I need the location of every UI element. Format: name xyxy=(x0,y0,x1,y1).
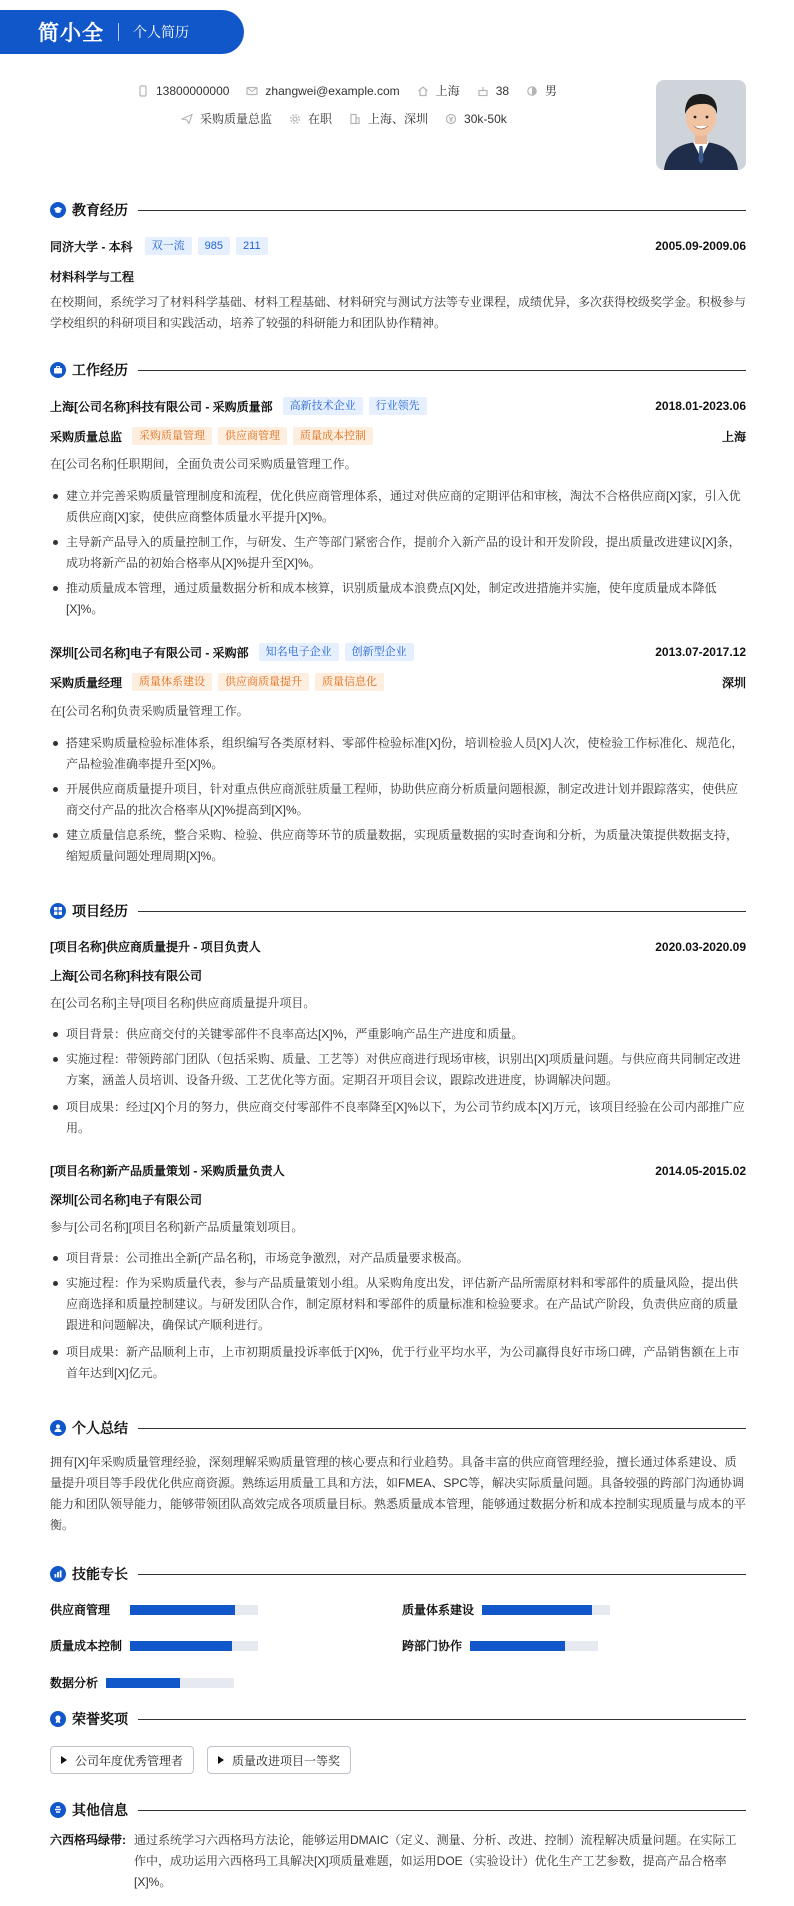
award-text: 公司年度优秀管理者 xyxy=(75,1753,184,1768)
work-bullet: 推动质量成本管理，通过质量数据分析和成本核算，识别质量成本浪费点[X]处，制定改进措施并实施，使年度质量成本降低[X]%。 xyxy=(50,578,746,620)
work-city: 深圳 xyxy=(721,675,746,690)
age-item xyxy=(476,84,509,98)
award-item xyxy=(50,1746,194,1774)
city-text: 上海 xyxy=(435,84,460,98)
resume-name: 简小全 xyxy=(38,22,104,45)
role-tag: 质量成本控制 xyxy=(293,427,373,445)
locations-text: 上海、深圳 xyxy=(368,112,429,126)
work-bullet: 建立质量信息系统，整合采购、检验、供应商等环节的质量数据，实现质量数据的实时查询和分析，为质量决策提供数据支持，缩短质量问题处理周期[X]%。 xyxy=(50,825,746,867)
work-date: 2018.01-2023.06 xyxy=(655,399,746,413)
gear-icon xyxy=(288,112,302,126)
age-text: 38 xyxy=(495,83,510,98)
project-intro: 参与[公司名称][项目名称]新产品质量策划项目。 xyxy=(50,1220,304,1234)
section-divider xyxy=(138,1810,746,1811)
work-header-row xyxy=(50,643,746,661)
phone-item xyxy=(136,84,229,98)
project-bullet: 实施过程：带领跨部门团队（包括采购、质量、工艺等）对供应商进行现场审核，识别出[X]项质量问题。与供应商共同制定改进方案，涵盖人员培训、设备升级、工艺优化等方面。定期召开项目会议，跟踪改进进度，协调解决问题。 xyxy=(50,1049,746,1091)
job-title: 采购质量总监 xyxy=(50,429,123,444)
work-intro: 在[公司名称]负责采购质量管理工作。 xyxy=(50,704,249,718)
skill-name: 数据分析 xyxy=(50,1676,99,1690)
project-header-row xyxy=(50,938,746,955)
company-tag: 创新型企业 xyxy=(345,643,414,661)
position-item xyxy=(180,110,272,127)
skill-bar-fill xyxy=(130,1605,235,1615)
play-icon xyxy=(61,1756,67,1764)
project-company: 深圳[公司名称]电子有限公司 xyxy=(50,1193,202,1207)
home-icon xyxy=(416,84,430,98)
role-tag: 供应商管理 xyxy=(218,427,287,445)
work-city: 上海 xyxy=(721,429,746,444)
award-text: 质量改进项目一等奖 xyxy=(232,1753,341,1768)
work-bullet: 建立并完善采购质量管理制度和流程，优化供应商管理体系，通过对供应商的定期评估和审核，淘汰不合格供应商[X]家，引入优质供应商[X]家，使供应商整体质量水平提升[X]%。 xyxy=(50,486,746,528)
header-banner xyxy=(0,10,244,54)
position-text: 采购质量总监 xyxy=(200,112,273,126)
section-divider xyxy=(138,1574,746,1575)
skill-item xyxy=(50,1674,234,1691)
project-bullet: 实施过程：作为采购质量代表，参与产品质量策划小组。从采购角度出发，评估新产品所需原材料和零部件的质量风险，提出供应商选择和质量控制建议。与研发团队合作，制定原材料和零部件的质量标准和检验要求。在产品试产阶段，负责供应商的质量跟进和问题解决，确保试产顺利进行。 xyxy=(50,1273,746,1336)
work-intro: 在[公司名称]任职期间，全面负责公司采购质量管理工作。 xyxy=(50,457,357,471)
phone-icon xyxy=(136,84,150,98)
school-name: 同济大学 - 本科 xyxy=(50,239,133,254)
skill-bar xyxy=(482,1605,610,1615)
contact-row-2 xyxy=(180,110,523,127)
role-tag: 质量信息化 xyxy=(315,673,384,691)
info-icon xyxy=(50,1802,66,1818)
user-icon xyxy=(50,1420,66,1436)
company-tag: 知名电子企业 xyxy=(259,643,339,661)
skill-name: 供应商管理 xyxy=(50,1603,111,1617)
skill-name: 质量成本控制 xyxy=(50,1639,123,1653)
skill-item xyxy=(402,1637,598,1654)
work-bullet: 主导新产品导入的质量控制工作，与研发、生产等部门紧密合作，提前介入新产品的设计和开发阶段，提出质量改进建议[X]条，成功将新产品的初始合格率从[X]%提升至[X]%。 xyxy=(50,532,746,574)
summary-text: 拥有[X]年采购质量管理经验，深刻理解采购质量管理的核心要点和行业趋势。具备丰富的供应商管理经验，擅长通过体系建设、质量提升项目等手段优化供应商资源。熟练运用质量工具和方法，如FMEA、SPC等，解决实际质量问题。具备较强的跨部门沟通协调能力和团队领导能力，能够带领团队高效完成各项质量目标。熟悉质量成本管理，能够通过数据分析和成本控制实现质量与成本的平衡。 xyxy=(50,1455,747,1532)
awards-heading: 荣誉奖项 xyxy=(72,1711,128,1727)
work-role-row xyxy=(50,673,746,691)
education-heading: 教育经历 xyxy=(72,202,128,218)
project-company-row xyxy=(50,967,746,984)
project-company: 上海[公司名称]科技有限公司 xyxy=(50,969,202,983)
play-icon xyxy=(218,1756,224,1764)
project-title: [项目名称]供应商质量提升 - 项目负责人 xyxy=(50,940,261,954)
email-item xyxy=(245,84,399,98)
phone-text: 13800000000 xyxy=(156,83,230,98)
company-tag: 高新技术企业 xyxy=(283,397,363,415)
building-icon xyxy=(348,112,362,126)
salary-item xyxy=(444,112,507,126)
graduation-cap-icon xyxy=(50,202,66,218)
skill-bar-fill xyxy=(470,1641,565,1651)
section-divider xyxy=(138,370,746,371)
major-row xyxy=(50,268,746,285)
work-heading: 工作经历 xyxy=(72,362,128,378)
resume-subtitle: 个人简历 xyxy=(133,24,189,40)
medal-icon xyxy=(50,1711,66,1727)
other-label: 六西格玛绿带: xyxy=(50,1833,126,1847)
other-section-title xyxy=(50,1800,746,1820)
project-date: 2014.05-2015.02 xyxy=(655,1163,746,1178)
project-date: 2020.03-2020.09 xyxy=(655,939,746,954)
skill-bar-fill xyxy=(130,1641,232,1651)
project-title: [项目名称]新产品质量策划 - 采购质量负责人 xyxy=(50,1164,285,1178)
company-name: 上海[公司名称]科技有限公司 - 采购质量部 xyxy=(50,399,273,414)
school-tag: 211 xyxy=(236,237,268,255)
banner-divider xyxy=(118,23,119,41)
work-header-row xyxy=(50,397,746,415)
work-bullet: 搭建采购质量检验标准体系，组织编写各类原材料、零部件检验标准[X]份，培训检验人员[X]人次，使检验工作标准化、规范化，产品检验准确率提升至[X]%。 xyxy=(50,733,746,775)
skill-bar xyxy=(130,1605,258,1615)
role-tag: 采购质量管理 xyxy=(132,427,212,445)
skills-heading: 技能专长 xyxy=(72,1566,128,1582)
role-tag: 供应商质量提升 xyxy=(218,673,309,691)
avatar xyxy=(656,80,746,170)
status-text: 在职 xyxy=(308,112,333,126)
work-date: 2013.07-2017.12 xyxy=(655,645,746,659)
summary-section-title xyxy=(50,1418,746,1438)
status-item xyxy=(288,110,332,127)
skill-item xyxy=(50,1601,258,1618)
projects-heading: 项目经历 xyxy=(72,903,128,919)
awards-section-title xyxy=(50,1709,746,1729)
skill-bar xyxy=(106,1678,234,1688)
education-description: 在校期间，系统学习了材料科学基础、材料工程基础、材料研究与测试方法等专业课程，成绩优异，多次获得校级奖学金。积极参与学校组织的科研项目和实践活动，培养了较强的科研能力和团队协作精神。 xyxy=(50,295,747,330)
summary-heading: 个人总结 xyxy=(72,1420,128,1436)
work-section-title xyxy=(50,360,746,380)
school-tag: 双一流 xyxy=(145,237,192,255)
other-heading: 其他信息 xyxy=(72,1802,128,1818)
job-title: 采购质量经理 xyxy=(50,675,123,690)
cake-icon xyxy=(476,84,490,98)
skill-bar xyxy=(470,1641,598,1651)
skill-name: 跨部门协作 xyxy=(402,1639,463,1653)
section-divider xyxy=(138,1428,746,1429)
work-bullet: 开展供应商质量提升项目，针对重点供应商派驻质量工程师，协助供应商分析质量问题根源，制定改进计划并跟踪落实，使供应商交付产品的批次合格率从[X]%提高到[X]%。 xyxy=(50,779,746,821)
send-icon xyxy=(180,112,194,126)
chart-icon xyxy=(50,1566,66,1582)
gender-item xyxy=(525,82,557,99)
section-divider xyxy=(138,911,746,912)
education-date: 2005.09-2009.06 xyxy=(655,239,746,253)
company-name: 深圳[公司名称]电子有限公司 - 采购部 xyxy=(50,645,249,660)
locations-item xyxy=(348,110,428,127)
company-tag: 行业领先 xyxy=(369,397,427,415)
gender-text: 男 xyxy=(545,84,558,98)
project-intro: 在[公司名称]主导[项目名称]供应商质量提升项目。 xyxy=(50,996,316,1010)
projects-section-title xyxy=(50,901,746,921)
briefcase-icon xyxy=(50,362,66,378)
project-bullet: 项目背景：供应商交付的关键零部件不良率高达[X]%，严重影响产品生产进度和质量。 xyxy=(50,1024,746,1045)
project-bullet: 项目成果：经过[X]个月的努力，供应商交付零部件不良率降至[X]%以下，为公司节约成本[X]万元，该项目经验在公司内部推广应用。 xyxy=(50,1097,746,1139)
section-divider xyxy=(138,1719,746,1720)
email-text: zhangwei@example.com xyxy=(265,83,400,98)
other-text: 通过系统学习六西格玛方法论，能够运用DMAIC（定义、测量、分析、改进、控制）流程解决质量问题。在实际工作中，成功运用六西格玛工具解决[X]项质量难题，如运用DOE（实验设计）优化生产工艺参数，提高产品合格率[X]%。 xyxy=(134,1833,737,1889)
role-tag: 质量体系建设 xyxy=(132,673,212,691)
skill-bar-fill xyxy=(482,1605,592,1615)
skills-section-title xyxy=(50,1564,746,1584)
skill-item xyxy=(50,1637,258,1654)
skill-item xyxy=(402,1601,610,1618)
project-header-row xyxy=(50,1162,746,1179)
major-name: 材料科学与工程 xyxy=(50,270,135,284)
section-divider xyxy=(138,210,746,211)
other-info-row xyxy=(50,1830,746,1893)
education-header-row xyxy=(50,237,746,255)
contact-row-1 xyxy=(136,82,573,99)
grid-icon xyxy=(50,903,66,919)
school-tag: 985 xyxy=(198,237,230,255)
skill-name: 质量体系建设 xyxy=(402,1603,475,1617)
skill-bar-fill xyxy=(106,1678,180,1688)
project-bullet: 项目背景：公司推出全新[产品名称]，市场竞争激烈，对产品质量要求极高。 xyxy=(50,1248,746,1269)
city-item xyxy=(416,82,460,99)
coin-icon xyxy=(444,112,458,126)
salary-text: 30k-50k xyxy=(464,111,507,126)
skill-bar xyxy=(130,1641,258,1651)
project-bullet: 项目成果：新产品顺利上市，上市初期质量投诉率低于[X]%，优于行业平均水平，为公司赢得良好市场口碑，产品销售额在上市首年达到[X]亿元。 xyxy=(50,1342,746,1384)
gender-icon xyxy=(525,84,539,98)
email-icon xyxy=(245,84,259,98)
project-company-row xyxy=(50,1191,746,1208)
award-item xyxy=(207,1746,351,1774)
education-section-title xyxy=(50,200,746,220)
work-role-row xyxy=(50,427,746,445)
